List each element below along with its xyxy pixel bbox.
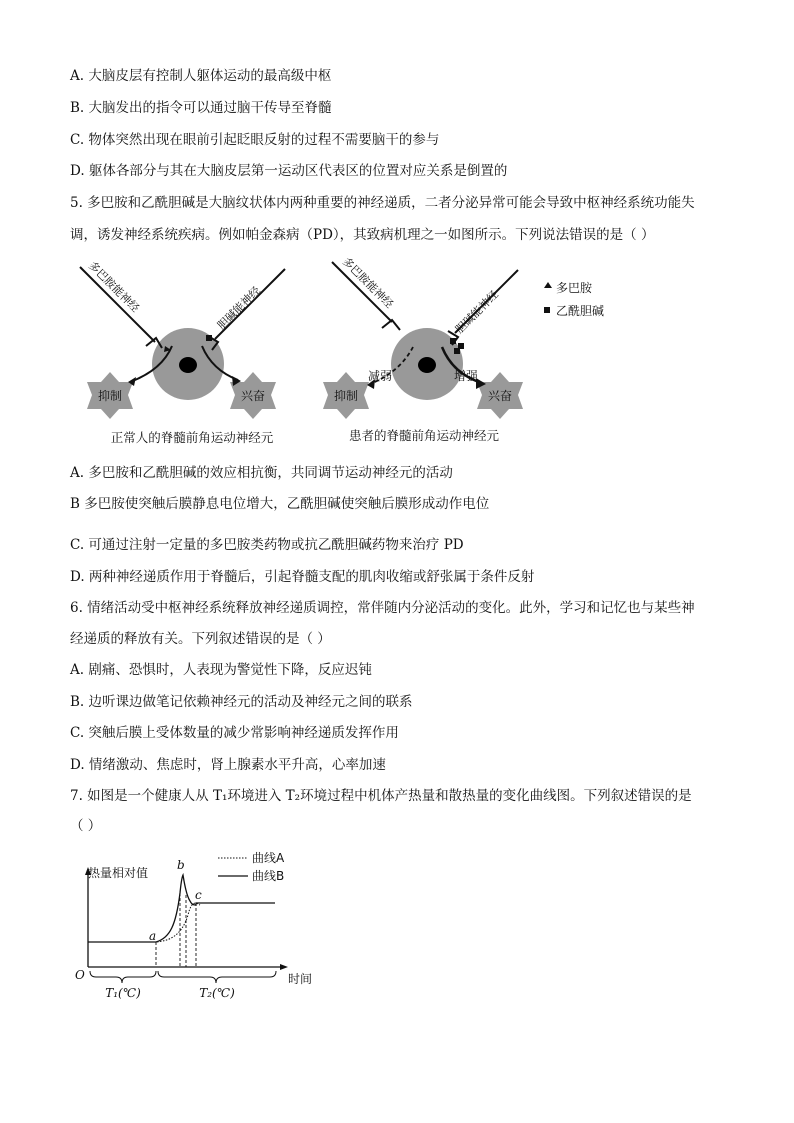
caption-normal: 正常人的脊髓前角运动神经元 bbox=[110, 430, 274, 445]
q6-stem-line2: 经递质的释放有关。下列叙述错误的是（ ） bbox=[70, 631, 331, 647]
q4-option-b: B. 大脑发出的指令可以通过脑干传导至脊髓 bbox=[70, 100, 332, 116]
q5-stem-line1: 5. 多巴胺和乙酰胆碱是大脑纹状体内两种重要的神经递质，二者分泌异常可能会导致中枢神经系统功能失 bbox=[70, 195, 695, 211]
curve-b bbox=[88, 875, 275, 942]
q7-stem-line1: 7. 如图是一个健康人从 T₁环境进入 T₂环境过程中机体产热量和散热量的变化曲线图。下列叙述错误的是 bbox=[70, 788, 692, 804]
inhibit-label-normal: 抑制 bbox=[97, 389, 123, 403]
x-axis-label: 时间 bbox=[288, 972, 313, 986]
ach-marker-normal bbox=[206, 335, 212, 341]
ach-nerve-label-normal: 胆碱能神经 bbox=[214, 284, 264, 333]
normal-neuron-diagram bbox=[80, 258, 285, 445]
q6-option-d: D. 情绪激动、焦虑时，肾上腺素水平升高，心率加速 bbox=[70, 757, 386, 773]
q4-option-c: C. 物体突然出现在眼前引起眨眼反射的过程不需要脑干的参与 bbox=[70, 132, 440, 148]
q5-neuron-figure bbox=[70, 252, 630, 452]
t2-brace bbox=[158, 971, 276, 983]
patient-neuron-diagram bbox=[323, 254, 523, 443]
q6-option-a: A. 剧痛、恐惧时，人表现为警觉性下降，反应迟钝 bbox=[70, 662, 372, 678]
q5-option-c: C. 可通过注射一定量的多巴胺类药物或抗乙酰胆碱药物来治疗 PD bbox=[70, 537, 464, 553]
point-a-label: a bbox=[149, 929, 157, 943]
dopamine-nerve-label-normal: 多巴胺能神经 bbox=[85, 258, 142, 315]
legend-dopamine-marker bbox=[544, 282, 552, 288]
q5-stem-line2: 调，诱发神经系统疾病。例如帕金森病（PD），其致病机理之一如图所示。下列说法错误的是（ ） bbox=[70, 227, 655, 243]
nucleus-patient bbox=[418, 357, 436, 373]
legend-ach-marker bbox=[544, 307, 550, 313]
legend-dopamine-label: 多巴胺 bbox=[556, 281, 593, 295]
t2-label: T₂(℃) bbox=[199, 986, 235, 1000]
ach-marker-patient-3 bbox=[454, 348, 460, 354]
q5-option-a: A. 多巴胺和乙酰胆碱的效应相抗衡，共同调节运动神经元的活动 bbox=[70, 465, 453, 481]
curve-a bbox=[88, 903, 200, 942]
legend-curve-b-label: 曲线B bbox=[252, 869, 285, 883]
q6-option-b: B. 边听课边做笔记依赖神经元的活动及神经元之间的联系 bbox=[70, 694, 413, 710]
ach-nerve-label-patient: 胆碱能神经 bbox=[452, 288, 502, 337]
t1-brace bbox=[90, 971, 156, 983]
q5-option-d: D. 两种神经递质作用于脊髓后，引起脊髓支配的肌肉收缩或舒张属于条件反射 bbox=[70, 569, 535, 585]
y-axis-label: 热量相对值 bbox=[88, 866, 149, 880]
dopamine-nerve-label-patient: 多巴胺能神经 bbox=[339, 254, 396, 311]
ach-marker-patient-1 bbox=[450, 338, 456, 344]
q6-stem-line1: 6. 情绪活动受中枢神经系统释放神经递质调控，常伴随内分泌活动的变化。此外，学习和记忆也与某些神 bbox=[70, 600, 695, 616]
q7-stem-line2: （ ） bbox=[70, 818, 102, 834]
nucleus-normal bbox=[179, 357, 197, 373]
t1-label: T₁(℃) bbox=[105, 986, 141, 1000]
legend-curve-a-label: 曲线A bbox=[252, 851, 285, 865]
origin-label: O bbox=[75, 968, 85, 982]
strengthen-label: 增强 bbox=[454, 369, 479, 383]
dopamine-terminal-patient bbox=[382, 320, 400, 330]
legend-ach-label: 乙酰胆碱 bbox=[556, 304, 605, 318]
q5-option-b: B 多巴胺使突触后膜静息电位增大，乙酰胆碱使突触后膜形成动作电位 bbox=[70, 496, 490, 512]
dopamine-axon-normal bbox=[80, 267, 155, 342]
q6-option-c: C. 突触后膜上受体数量的减少常影响神经递质发挥作用 bbox=[70, 725, 399, 741]
excite-label-patient: 兴奋 bbox=[487, 389, 513, 403]
q4-option-d: D. 躯体各部分与其在大脑皮层第一运动区代表区的位置对应关系是倒置的 bbox=[70, 163, 508, 179]
weaken-label: 减弱 bbox=[368, 369, 393, 383]
caption-patient: 患者的脊髓前角运动神经元 bbox=[348, 428, 500, 443]
inhibit-label-patient: 抑制 bbox=[333, 389, 359, 403]
q7-heat-chart bbox=[70, 845, 330, 1005]
q4-option-a: A. 大脑皮层有控制人躯体运动的最高级中枢 bbox=[70, 68, 332, 84]
excite-label-normal: 兴奋 bbox=[240, 389, 266, 403]
point-c-label: c bbox=[195, 888, 202, 902]
point-b-label: b bbox=[177, 858, 185, 872]
